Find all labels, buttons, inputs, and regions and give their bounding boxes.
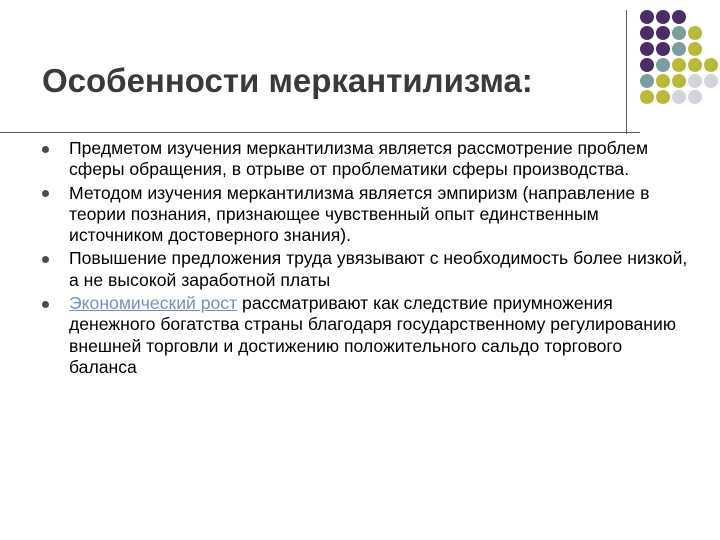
decor-dot-olive bbox=[656, 74, 670, 88]
decor-dot-gray bbox=[688, 74, 702, 88]
decor-dot-gray bbox=[704, 74, 718, 88]
decor-dot-olive bbox=[688, 26, 702, 40]
decor-dot-olive bbox=[688, 58, 702, 72]
decor-dot-purple bbox=[656, 42, 670, 56]
decor-dot-purple bbox=[640, 26, 654, 40]
decor-dot-teal bbox=[656, 58, 670, 72]
decor-dot-olive bbox=[656, 90, 670, 104]
decorative-dot-grid bbox=[636, 8, 720, 118]
bullet-list bbox=[40, 138, 690, 380]
bullet-text: Повышение предложения труда увязывают с необходимость более низкой, а не высокой заработной платы bbox=[69, 248, 688, 290]
decor-dot-teal bbox=[672, 42, 686, 56]
decor-dot-teal bbox=[672, 26, 686, 40]
decor-dot-purple bbox=[672, 10, 686, 24]
decor-dot-olive bbox=[672, 74, 686, 88]
slide-title: Особенности меркантилизма: bbox=[42, 62, 533, 99]
decor-dot-teal bbox=[640, 74, 654, 88]
bullet-item bbox=[40, 248, 690, 291]
economic-growth-link[interactable]: Экономический рост bbox=[69, 293, 238, 314]
decor-dot-olive bbox=[672, 58, 686, 72]
decor-dot-gray bbox=[688, 90, 702, 104]
decor-dot-olive bbox=[704, 58, 718, 72]
decor-dot-purple bbox=[656, 26, 670, 40]
bullet-text: Предметом изучения меркантилизма является рассмотрение проблем сферы обращения, в отрыве от проблематики сферы производства. bbox=[69, 138, 649, 180]
title-divider-horizontal bbox=[0, 132, 640, 133]
decor-dot-purple bbox=[640, 10, 654, 24]
bullet-dot-icon bbox=[42, 256, 49, 263]
decor-dot-purple bbox=[640, 42, 654, 56]
bullet-item bbox=[40, 293, 690, 378]
decor-dot-purple bbox=[656, 10, 670, 24]
bullet-dot-icon bbox=[42, 190, 49, 197]
title-divider-vertical bbox=[626, 10, 627, 134]
decor-dot-purple bbox=[640, 58, 654, 72]
bullet-dot-icon bbox=[42, 301, 49, 308]
decor-dot-olive bbox=[688, 42, 702, 56]
bullet-dot-icon bbox=[42, 146, 49, 153]
decor-dot-gray bbox=[672, 90, 686, 104]
bullet-item bbox=[40, 183, 690, 247]
bullet-text: рассматривают как следствие приумножения денежного богатства страны благодаря государственному регулированию внешней торговли и достижению положительного сальдо торгового баланса bbox=[69, 293, 677, 377]
bullet-item bbox=[40, 138, 690, 181]
decor-dot-olive bbox=[640, 90, 654, 104]
bullet-text: Методом изучения меркантилизма является эмпиризм (направление в теории познания, признающее чувственный опыт единственным источником достоверного знания). bbox=[69, 182, 650, 246]
